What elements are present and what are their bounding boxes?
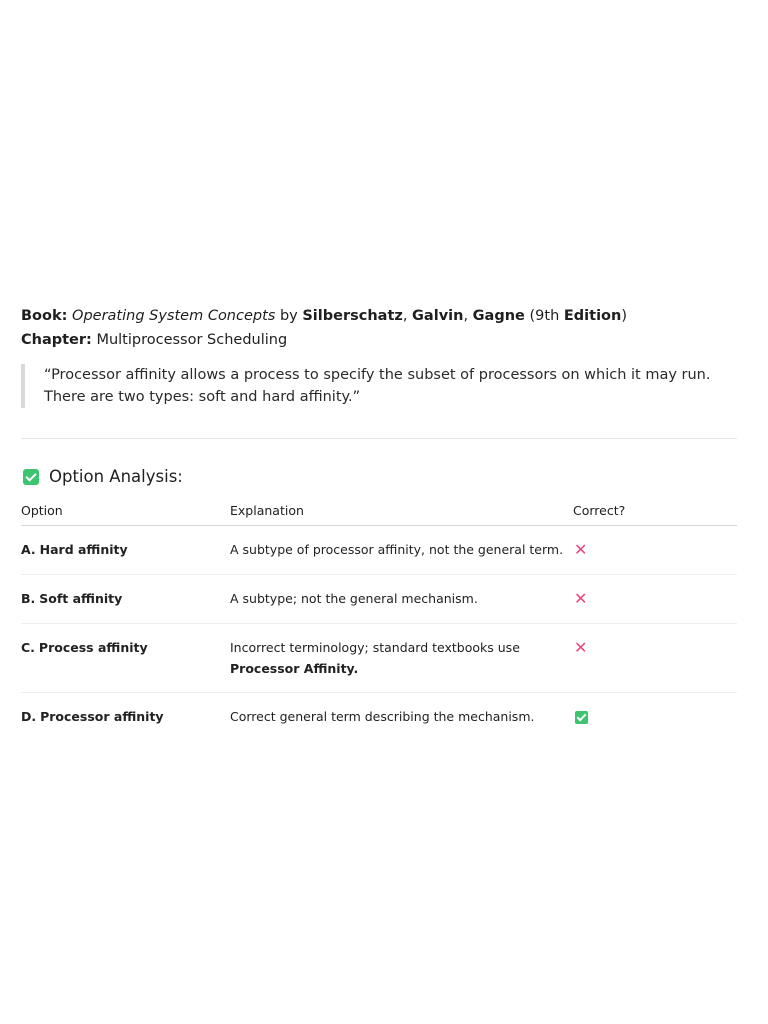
option-letter: C. bbox=[21, 640, 35, 655]
correct-cell bbox=[573, 693, 737, 741]
explanation-cell bbox=[230, 693, 573, 741]
table-row bbox=[21, 624, 737, 693]
book-edition-number: 9th bbox=[535, 308, 560, 324]
option-cell bbox=[21, 624, 230, 693]
option-cell bbox=[21, 575, 230, 624]
explanation-cell bbox=[230, 624, 573, 693]
book-title: Operating System Concepts bbox=[72, 308, 276, 324]
book-line: Book: Operating System Concepts by Silberschatz, Galvin, Gagne (9th Edition) bbox=[21, 308, 628, 324]
column-header-option: Option bbox=[21, 496, 230, 526]
option-letter: D. bbox=[21, 709, 37, 724]
book-author-3: Gagne bbox=[472, 308, 525, 324]
option-analysis-heading bbox=[21, 467, 737, 486]
option-letter: A. bbox=[21, 542, 36, 557]
table-row bbox=[21, 526, 737, 575]
book-author-2: Galvin bbox=[412, 308, 464, 324]
chapter-label: Chapter: bbox=[21, 332, 92, 348]
table-body bbox=[21, 526, 737, 741]
table-row bbox=[21, 575, 737, 624]
green-check-box-icon bbox=[23, 469, 39, 485]
option-letter: B. bbox=[21, 591, 36, 606]
explanation-text: A subtype; not the general mechanism. bbox=[230, 591, 478, 606]
option-name: Soft affinity bbox=[39, 591, 123, 606]
chapter-value: Multiprocessor Scheduling bbox=[96, 332, 288, 348]
book-author-1: Silberschatz bbox=[302, 308, 403, 324]
option-analysis-table bbox=[21, 496, 737, 740]
explanation-cell bbox=[230, 575, 573, 624]
chapter-line bbox=[21, 328, 737, 352]
option-cell bbox=[21, 526, 230, 575]
document-content bbox=[21, 304, 737, 740]
correct-cell bbox=[573, 624, 737, 693]
explanation-text: Correct general term describing the mechanism. bbox=[230, 709, 535, 724]
option-name: Hard affinity bbox=[39, 542, 128, 557]
explanation-emphasis: Processor Affinity. bbox=[230, 661, 359, 676]
explanation-cell bbox=[230, 526, 573, 575]
book-by: by bbox=[279, 308, 298, 324]
definition-quote: “Processor affinity allows a process to specify the subset of processors on which it may run. There are two types: soft and hard affinity.” bbox=[21, 364, 737, 408]
option-name: Processor affinity bbox=[40, 709, 164, 724]
book-edition-word: Edition bbox=[563, 308, 622, 324]
correct-cell bbox=[573, 526, 737, 575]
book-edition-close: ) bbox=[621, 308, 628, 324]
option-name: Process affinity bbox=[38, 640, 148, 655]
option-analysis-title: Option Analysis: bbox=[49, 467, 183, 486]
column-header-explanation: Explanation bbox=[230, 496, 573, 526]
explanation-text: Incorrect terminology; standard textbooks use bbox=[230, 640, 520, 655]
red-cross-icon: ✕ bbox=[574, 638, 588, 657]
green-check-icon bbox=[575, 711, 588, 724]
book-edition-open: ( bbox=[529, 308, 536, 324]
section-divider bbox=[21, 438, 737, 439]
red-cross-icon: ✕ bbox=[574, 589, 588, 608]
book-label: Book: bbox=[21, 308, 68, 324]
table-row bbox=[21, 693, 737, 741]
correct-cell bbox=[573, 575, 737, 624]
explanation-text: A subtype of processor affinity, not the general term. bbox=[230, 542, 564, 557]
table-header-row bbox=[21, 496, 737, 526]
red-cross-icon: ✕ bbox=[574, 540, 588, 559]
column-header-correct: Correct? bbox=[573, 496, 737, 526]
option-cell bbox=[21, 693, 230, 741]
